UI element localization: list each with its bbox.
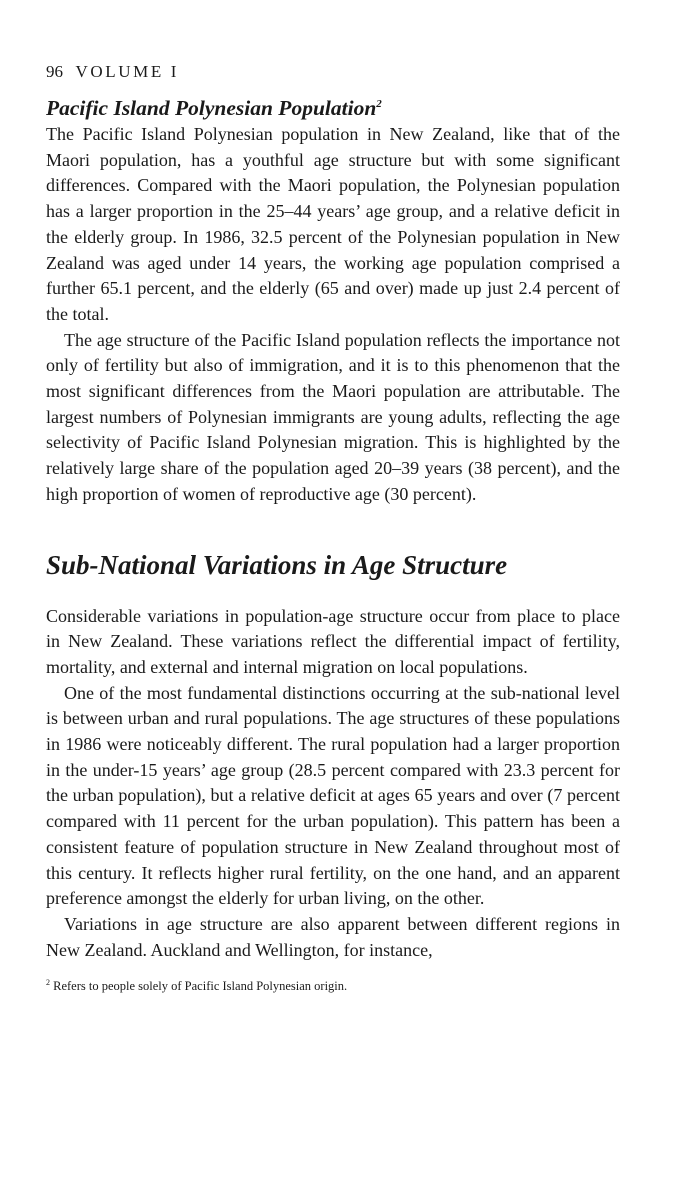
body-paragraph: The Pacific Island Polynesian population in New Zealand, like that of the Maori population, has a youthful age structure but with some significant differences. Compared with the Maori population, the Polynesian population has a larger proportion in the 25–44 years’ age group, and a relative deficit in the elderly group. In 1986, 32.5 percent of the Polynesian population in New Zealand was aged under 14 years, the working age population comprised a further 65.1 percent, and the elderly (65 and over) made up just 2.4 percent of the total.: [46, 124, 620, 324]
footnote-text: Refers to people solely of Pacific Island Polynesian origin.: [53, 979, 348, 994]
book-page: [46, 60, 620, 995]
volume-label: VOLUME I: [75, 62, 179, 81]
body-paragraph: One of the most fundamental distinctions occurring at the sub-national level is between urban and rural populations. The age structures of these populations in 1986 were noticeably different. The rural population had a larger proportion in the under-15 years’ age group (28.5 percent compared with 23.3 percent for the urban population), but a relative deficit at ages 65 years and over (7 percent compared with 11 percent for the urban population). This pattern has been a consistent feature of population structure in New Zealand throughout most of this century. It reflects higher rural fertility, on the one hand, and an apparent preference amongst the elderly for urban living, on the other.: [46, 682, 620, 909]
page-number: 96: [46, 62, 63, 81]
body-paragraph: The age structure of the Pacific Island population reflects the importance not only of fertility but also of immigration, and it is to this phenomenon that the most significant differences from the Maori population are attributable. The largest numbers of Polynesian immigrants are young adults, reflecting the age selectivity of Pacific Island Polynesian migration. This is highlighted by the relatively large share of the population aged 20–39 years (38 percent), and the high proportion of women of reproductive age (30 percent).: [46, 329, 620, 504]
body-paragraph: Variations in age structure are also apparent between different regions in New Zealand. Auckland and Wellington, for instance,: [46, 913, 620, 960]
body-paragraph: Considerable variations in population-age structure occur from place to place in New Zealand. These variations reflect the differential impact of fertility, mortality, and external and internal migration on local populations.: [46, 605, 620, 677]
footnote: [46, 977, 620, 995]
footnote-marker: 2: [46, 978, 50, 988]
running-head: [46, 60, 620, 84]
subsection-heading: [46, 94, 620, 122]
footnote-reference: 2: [376, 97, 382, 110]
subsection-title: Pacific Island Polynesian Population: [46, 96, 377, 120]
section-heading: Sub-National Variations in Age Structure: [46, 549, 508, 580]
